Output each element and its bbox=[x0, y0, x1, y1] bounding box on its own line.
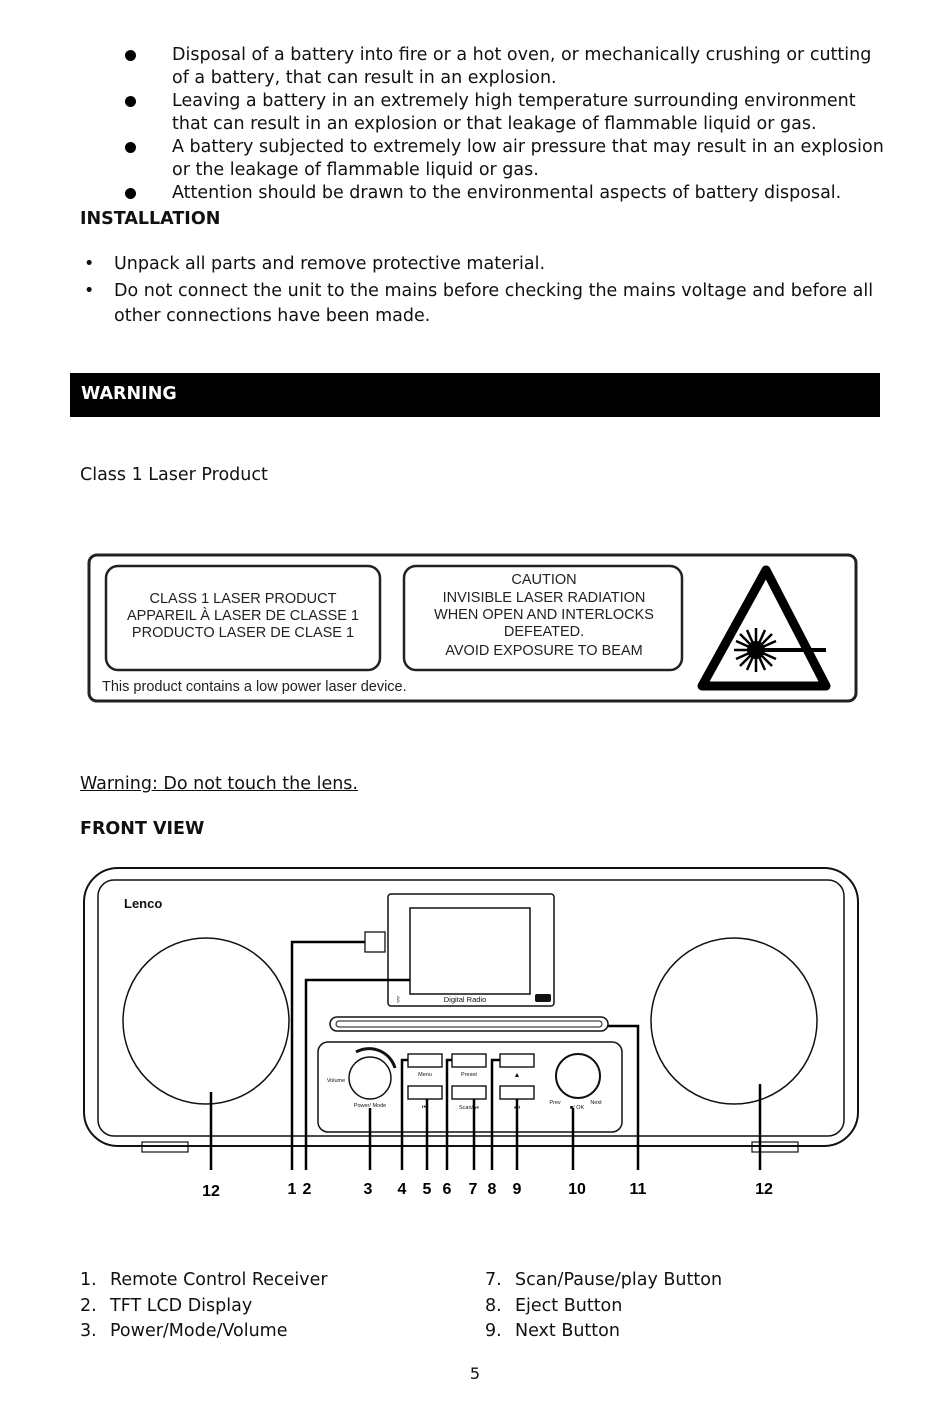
callout-number: 2 bbox=[302, 1181, 312, 1198]
battery-warning-list bbox=[120, 44, 890, 205]
list-item: 1. Remote Control Receiver bbox=[80, 1270, 328, 1290]
warning-banner bbox=[70, 373, 880, 417]
bullet-dot-icon bbox=[125, 188, 136, 199]
preset-button bbox=[452, 1054, 486, 1067]
parts-list-left bbox=[80, 1268, 460, 1345]
bluetooth-icon: ᛒ bbox=[396, 995, 401, 1004]
knob-prev-label: Prev bbox=[549, 1100, 561, 1106]
installation-list bbox=[80, 252, 880, 331]
callout-number: 3 bbox=[363, 1181, 373, 1198]
scan-button bbox=[452, 1086, 486, 1099]
list-item: Leaving a battery in an extremely high temperature surrounding environment that can result in an explosion or that leakage of flammable liquid or gas. bbox=[120, 90, 890, 136]
label-footer: This product contains a low power laser device. bbox=[102, 679, 407, 695]
scan-label: Scan/ ⏯ bbox=[459, 1105, 479, 1111]
tuning-knob bbox=[556, 1054, 600, 1098]
power-mode-label: Power/ Mode bbox=[353, 1103, 387, 1109]
bullet-dot-icon bbox=[125, 142, 136, 153]
list-item: Attention should be drawn to the environmental aspects of battery disposal. bbox=[120, 182, 890, 205]
knob-next-label: Next bbox=[590, 1100, 602, 1106]
list-item: 7. Scan/Pause/play Button bbox=[485, 1270, 723, 1290]
label-line: CLASS 1 LASER PRODUCT bbox=[149, 591, 337, 607]
installation-heading: INSTALLATION bbox=[80, 209, 221, 229]
list-item: • Unpack all parts and remove protective material. bbox=[84, 254, 546, 274]
prev-symbol: ⏮ bbox=[422, 1104, 428, 1111]
label-line: WHEN OPEN AND INTERLOCKS bbox=[434, 607, 654, 623]
prev-button bbox=[408, 1086, 442, 1099]
remote-receiver bbox=[365, 932, 385, 952]
callout-number: 11 bbox=[629, 1181, 647, 1198]
label-line: PRODUCTO LASER DE CLASE 1 bbox=[131, 625, 355, 641]
display-caption: Digital Radio bbox=[443, 995, 487, 1004]
menu-button bbox=[408, 1054, 442, 1067]
callout-number: 9 bbox=[512, 1181, 522, 1198]
volume-label: Volume bbox=[326, 1078, 346, 1084]
callout-number: 10 bbox=[568, 1181, 586, 1198]
laser-hazard-icon bbox=[702, 570, 826, 686]
lens-warning-text: Warning: Do not touch the lens. bbox=[80, 774, 358, 794]
callout-number: 7 bbox=[468, 1181, 478, 1198]
laser-warning-label bbox=[86, 552, 862, 706]
display-housing bbox=[388, 894, 554, 1006]
callout-number: 4 bbox=[397, 1181, 407, 1198]
eject-symbol: ▲ bbox=[513, 1072, 521, 1079]
list-item: 2. TFT LCD Display bbox=[80, 1295, 253, 1316]
bullet-dot-icon bbox=[125, 96, 136, 107]
next-symbol: ⏭ bbox=[514, 1104, 520, 1111]
callout-number: 12 bbox=[202, 1183, 220, 1200]
preset-label: Preset bbox=[461, 1072, 477, 1078]
laser-class-text: Class 1 Laser Product bbox=[80, 465, 268, 485]
front-view-diagram bbox=[80, 862, 870, 1212]
list-item: 9. Next Button bbox=[485, 1321, 620, 1341]
list-item: 3. Power/Mode/Volume bbox=[80, 1321, 288, 1341]
callout-number: 6 bbox=[442, 1181, 452, 1198]
callout-number: 5 bbox=[422, 1181, 432, 1198]
list-item: • Do not connect the unit to the mains before checking the mains voltage and before all other connections have been made. bbox=[84, 281, 874, 326]
dab-logo-icon bbox=[535, 994, 551, 1002]
callout-number: 12 bbox=[755, 1181, 773, 1198]
speaker-left bbox=[123, 938, 289, 1104]
brand-logo: Lenco bbox=[124, 896, 163, 911]
menu-label: Menu bbox=[418, 1072, 432, 1078]
eject-button bbox=[500, 1054, 534, 1067]
knob-ok-label: ■/ OK bbox=[569, 1105, 585, 1111]
control-panel bbox=[318, 1042, 622, 1132]
cd-slot bbox=[330, 1017, 608, 1031]
parts-list-right bbox=[485, 1268, 885, 1345]
speaker-right bbox=[651, 938, 817, 1104]
label-line: AVOID EXPOSURE TO BEAM bbox=[445, 643, 643, 659]
label-line: CAUTION bbox=[511, 572, 577, 588]
label-line: INVISIBLE LASER RADIATION bbox=[442, 590, 646, 606]
volume-knob bbox=[349, 1057, 391, 1099]
label-line: APPAREIL À LASER DE CLASSE 1 bbox=[126, 608, 360, 624]
bullet-dot-icon bbox=[125, 50, 136, 61]
next-button bbox=[500, 1086, 534, 1099]
list-item: A battery subjected to extremely low air pressure that may result in an explosion or the leakage of flammable liquid or gas. bbox=[120, 136, 890, 182]
callout-number: 1 bbox=[287, 1181, 297, 1198]
list-item: 8. Eject Button bbox=[485, 1295, 623, 1316]
label-line: DEFEATED. bbox=[503, 624, 585, 640]
callout-number: 8 bbox=[487, 1181, 497, 1198]
page-number: 5 bbox=[469, 1364, 481, 1383]
list-item: Disposal of a battery into fire or a hot oven, or mechanically crushing or cutting of a battery, that can result in an explosion. bbox=[120, 44, 890, 90]
tft-display bbox=[410, 908, 530, 994]
warning-title: WARNING bbox=[81, 384, 177, 404]
front-view-heading: FRONT VIEW bbox=[80, 819, 205, 839]
